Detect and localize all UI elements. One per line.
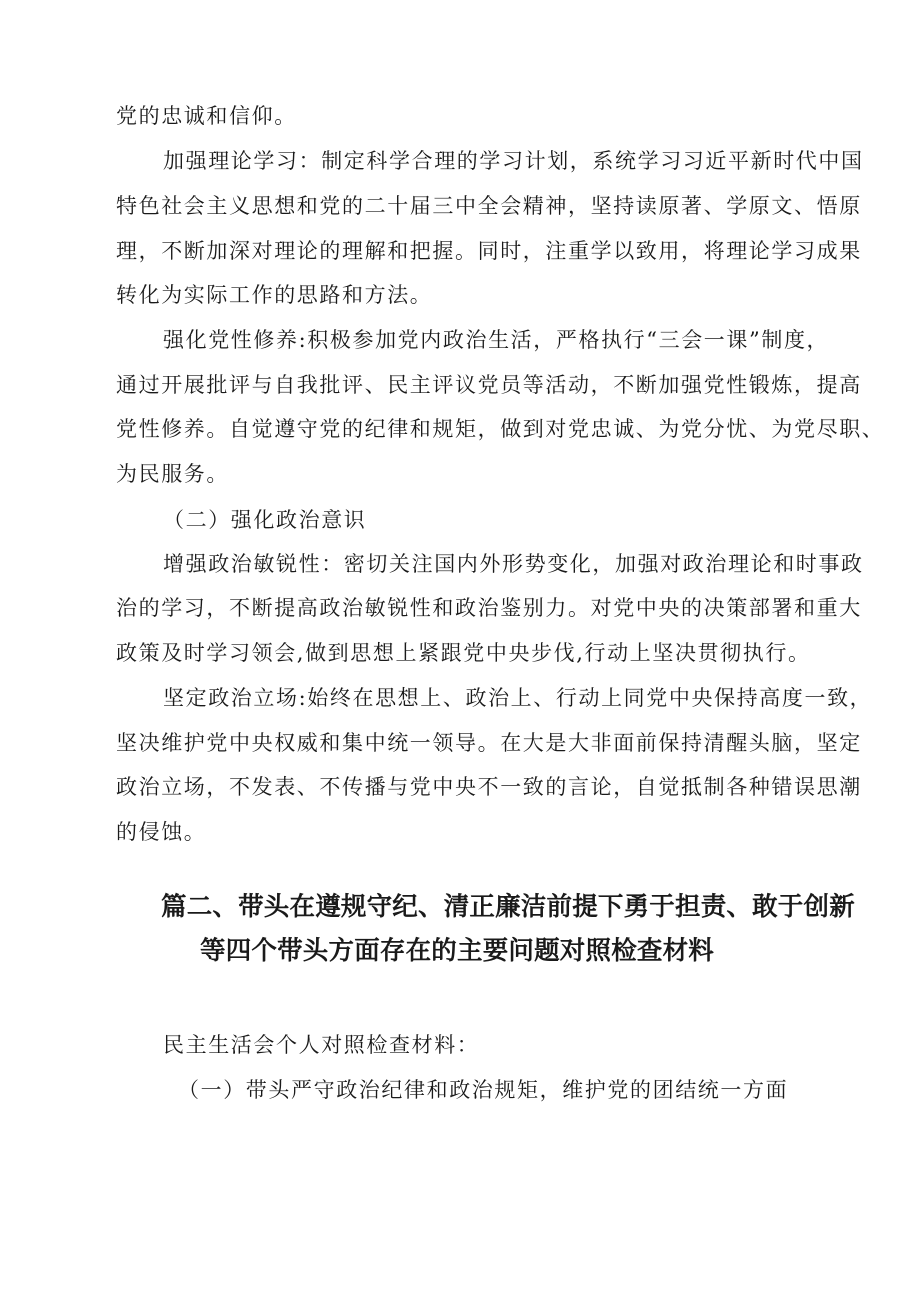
paragraph-line: 坚定政治立场:始终在思想上、政治上、行动上同党中央保持高度一致， [163,686,873,710]
paragraph-line: 理，不断加深对理论的理解和把握。同时，注重学以致用，将理论学习成果 [116,239,862,263]
paragraph-line: 通过开展批评与自我批评、民主评议党员等活动，不断加强党性锻炼，提高 [116,373,862,397]
paragraph-line: 的侵蚀。 [116,820,207,844]
paragraph-line: 党性修养。自觉遵守党的纪律和规矩，做到对党忠诚、为党分忧、为党尽职、 [116,417,885,441]
paragraph-line: 加强理论学习：制定科学合理的学习计划，系统学习习近平新时代中国 [163,149,864,173]
paragraph-line: 增强政治敏锐性：密切关注国内外形势变化，加强对政治理论和时事政 [163,552,864,576]
material-label: 民主生活会个人对照检查材料： [163,1033,480,1057]
subheading-political-discipline: （一）带头严守政治纪律和政治规矩，维护党的团结统一方面 [178,1078,789,1102]
paragraph-line: 治的学习，不断提高政治敏锐性和政治鉴别力。对党中央的决策部署和重大 [116,596,862,620]
paragraph-line: 为民服务。 [116,462,229,486]
section-title-line: 篇二、带头在遵规守纪、清正廉洁前提下勇于担责、敢于创新 [161,892,855,922]
paragraph-line: 强化党性修养:积极参加党内政治生活，严格执行“三会一课”制度， [163,328,830,352]
paragraph-line: 坚决维护党中央权威和集中统一领导。在大是大非面前保持清醒头脑，坚定 [116,731,862,755]
paragraph-line: 政策及时学习领会,做到思想上紧跟党中央步伐,行动上坚决贯彻执行。 [116,641,811,665]
paragraph-line: 政治立场，不发表、不传播与党中央不一致的言论，自觉抵制各种错误思潮 [116,775,862,799]
subheading-strengthen-political-awareness: （二）强化政治意识 [163,508,367,532]
paragraph-line: 党的忠诚和信仰。 [116,104,297,128]
paragraph-line: 特色社会主义思想和党的二十届三中全会精神，坚持读原著、学原文、悟原 [116,194,862,218]
section-title-line: 等四个带头方面存在的主要问题对照检查材料 [200,936,715,966]
paragraph-line: 转化为实际工作的思路和方法。 [116,283,433,307]
